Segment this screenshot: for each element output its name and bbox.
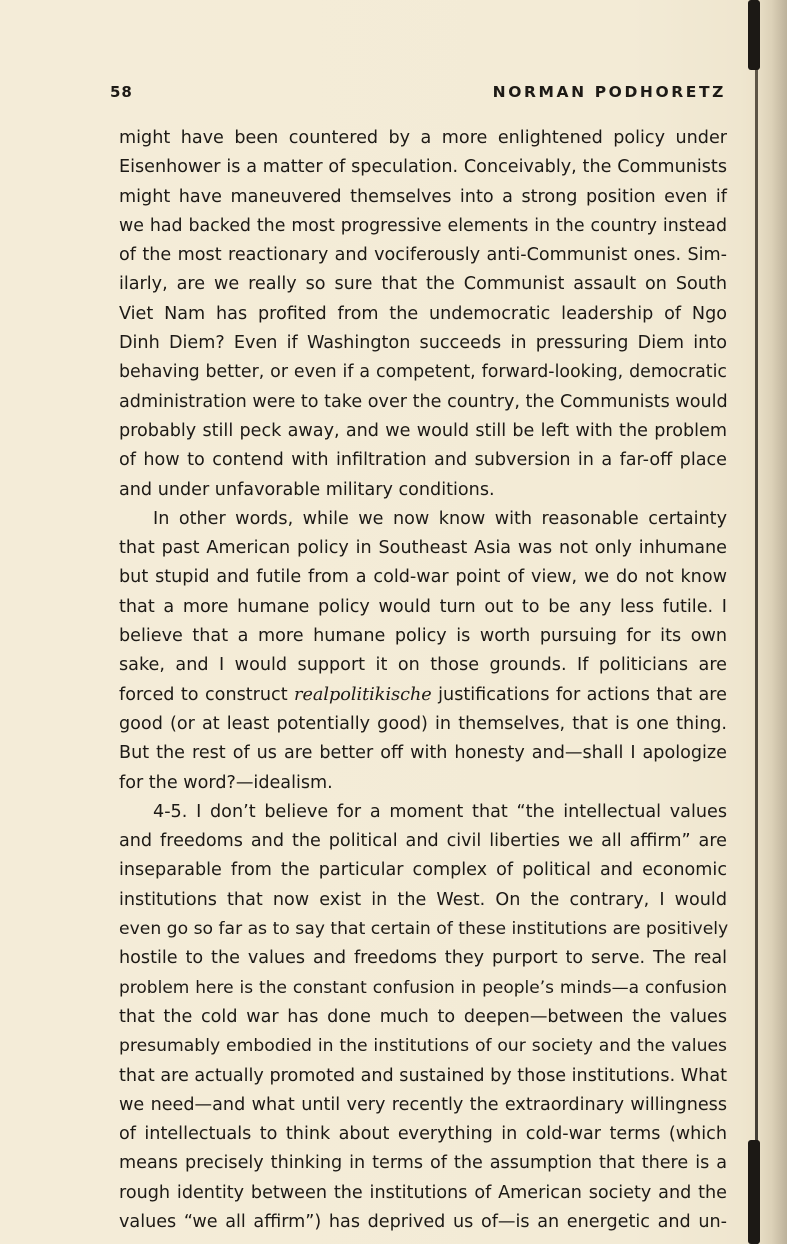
text-line: probably still peck away, and we would still be left with the problem (119, 420, 727, 441)
text-line: that a more humane policy would turn out to be any less futile. I (119, 596, 727, 617)
text-line: for the word?—idealism. (119, 772, 333, 793)
page-binding-shadow (753, 0, 787, 1244)
text-line: that past American policy in Southeast Asia was not only inhumane (119, 538, 727, 559)
body-text (119, 124, 727, 1237)
text-line: problem here is the constant confusion in people’s minds—a confusion (119, 977, 727, 998)
text-line: But the rest of us are better off with honesty and—shall I apologize (119, 743, 727, 764)
binding-mark-top (748, 0, 760, 70)
paragraph-2 (119, 505, 727, 798)
text-line: even go so far as to say that certain of these institutions are positively (119, 919, 729, 940)
text-line: of the most reactionary and vociferously anti-Communist ones. Sim- (119, 245, 727, 266)
text-line: believe that a more humane policy is worth pursuing for its own (119, 626, 727, 647)
text-line: rough identity between the institutions of American society and the (119, 1182, 727, 1203)
binding-mark-bottom (748, 1140, 760, 1244)
text-line: administration were to take over the country, the Communists would (119, 391, 728, 412)
text-line: presumably embodied in the institutions of our society and the values (119, 1036, 727, 1057)
page-number: 58 (110, 83, 133, 101)
text-line: and under unfavorable military conditions. (119, 479, 495, 500)
text-line: values “we all affirm”) has deprived us of—is an energetic and un- (119, 1211, 727, 1232)
text-line: of intellectuals to think about everything in cold-war terms (which (119, 1124, 727, 1145)
italic-term: realpolitikische (294, 684, 432, 705)
text-line: good (or at least potentially good) in themselves, that is one thing. (119, 713, 727, 734)
paragraph-3 (119, 798, 727, 1237)
text-line: but stupid and futile from a cold-war point of view, we do not know (119, 567, 727, 588)
text-line: hostile to the values and freedoms they purport to serve. The real (119, 948, 727, 969)
page-binding-edge (755, 0, 758, 1244)
text-line: institutions that now exist in the West. On the contrary, I would (119, 889, 727, 910)
text-line: we need—and what until very recently the extraordinary willingness (119, 1094, 727, 1115)
text-line: behaving better, or even if a competent, forward-looking, democratic (119, 362, 727, 383)
text-line: of how to contend with infiltration and subversion in a far-off place (119, 450, 727, 471)
text-line: inseparable from the particular complex of political and economic (119, 860, 727, 881)
text-run: forced to construct (119, 684, 295, 705)
text-line: and freedoms and the political and civil liberties we all affirm” are (119, 831, 727, 852)
text-line: sake, and I would support it on those grounds. If politicians are (119, 655, 727, 676)
text-run: justifications for actions that are (431, 684, 727, 705)
text-line: that are actually promoted and sustained by those institutions. What (119, 1065, 727, 1086)
text-line: Viet Nam has profited from the undemocratic leadership of Ngo (119, 303, 727, 324)
running-head (0, 83, 787, 107)
text-line: 4-5. I don’t believe for a moment that “the intellectual values (153, 801, 727, 822)
text-line: might have been countered by a more enlightened policy under (119, 128, 727, 148)
text-line: ilarly, are we really so sure that the Communist assault on South (119, 274, 727, 295)
text-line: Dinh Diem? Even if Washington succeeds in pressuring Diem into (119, 333, 727, 354)
text-line: that the cold war has done much to deepen—between the values (119, 1006, 727, 1027)
running-head-author: NORMAN PODHORETZ (492, 83, 726, 101)
text-line: Eisenhower is a matter of speculation. Conceivably, the Communists (119, 157, 727, 178)
text-line: means precisely thinking in terms of the assumption that there is a (119, 1153, 727, 1174)
text-line: might have maneuvered themselves into a strong position even if (119, 186, 727, 207)
text-line: In other words, while we now know with reasonable certainty (153, 508, 727, 529)
text-line: we had backed the most progressive elements in the country instead (119, 215, 727, 236)
text-line-italic (119, 681, 727, 710)
paragraph-1 (119, 124, 727, 505)
